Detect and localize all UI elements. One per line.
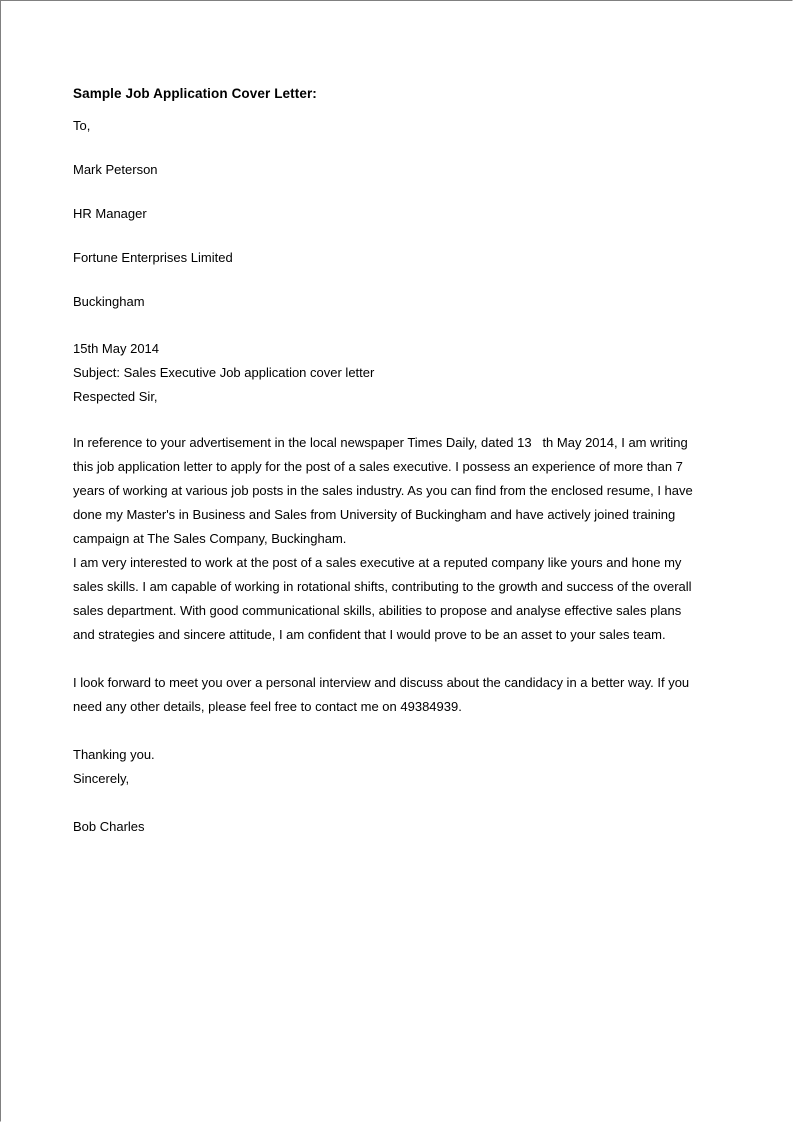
- paragraph-spacer: [73, 647, 701, 671]
- body-paragraph-3: I look forward to meet you over a personal interview and discuss about the candidacy in a better way. If you need any other details, please feel free to contact me on 49384939.: [73, 675, 693, 714]
- body-paragraph-1: In reference to your advertisement in the local newspaper Times Daily, dated 13 th May 2014, I am writing this job application letter to apply for the post of a sales executive. I possess an experience of more than 7 years of working at various job posts in the sales industry. As you can find from the enclosed resume, I have done my Master's in Business and Sales from University of Buckingham and have actively joined training campaign at The Sales Company, Buckingham.: [73, 435, 697, 546]
- closing-sign-off: Sincerely,: [73, 771, 130, 786]
- salutation-open: To,: [73, 118, 91, 133]
- letter-meta-block: [73, 337, 701, 409]
- letter-paragraphs: [73, 431, 701, 719]
- recipient-city: Buckingham: [73, 294, 145, 309]
- letter-subject: Subject: Sales Executive Job application cover letter: [73, 365, 375, 380]
- letter-greeting: Respected Sir,: [73, 389, 158, 404]
- body-paragraph-2: I am very interested to work at the post of a sales executive at a reputed company like yours and hone my sales skills. I am capable of working in rotational shifts, contributing to the growth and success of the overall sales department. With good communicational skills, abilities to propose and analyse effective sales plans and strategies and sincere attitude, I am confident that I would prove to be an asset to your sales team.: [73, 555, 696, 642]
- recipient-name: Mark Peterson: [73, 162, 158, 177]
- closing-thanks: Thanking you.: [73, 747, 155, 762]
- letter-closing: [73, 743, 701, 839]
- signature-spacer: [73, 791, 701, 815]
- recipient-company: Fortune Enterprises Limited: [73, 250, 233, 265]
- letter-date: 15th May 2014: [73, 341, 160, 356]
- page-title: Sample Job Application Cover Letter:: [73, 86, 317, 101]
- letter-body: [73, 85, 701, 839]
- recipient-title: HR Manager: [73, 206, 147, 221]
- sender-name: Bob Charles: [73, 819, 145, 834]
